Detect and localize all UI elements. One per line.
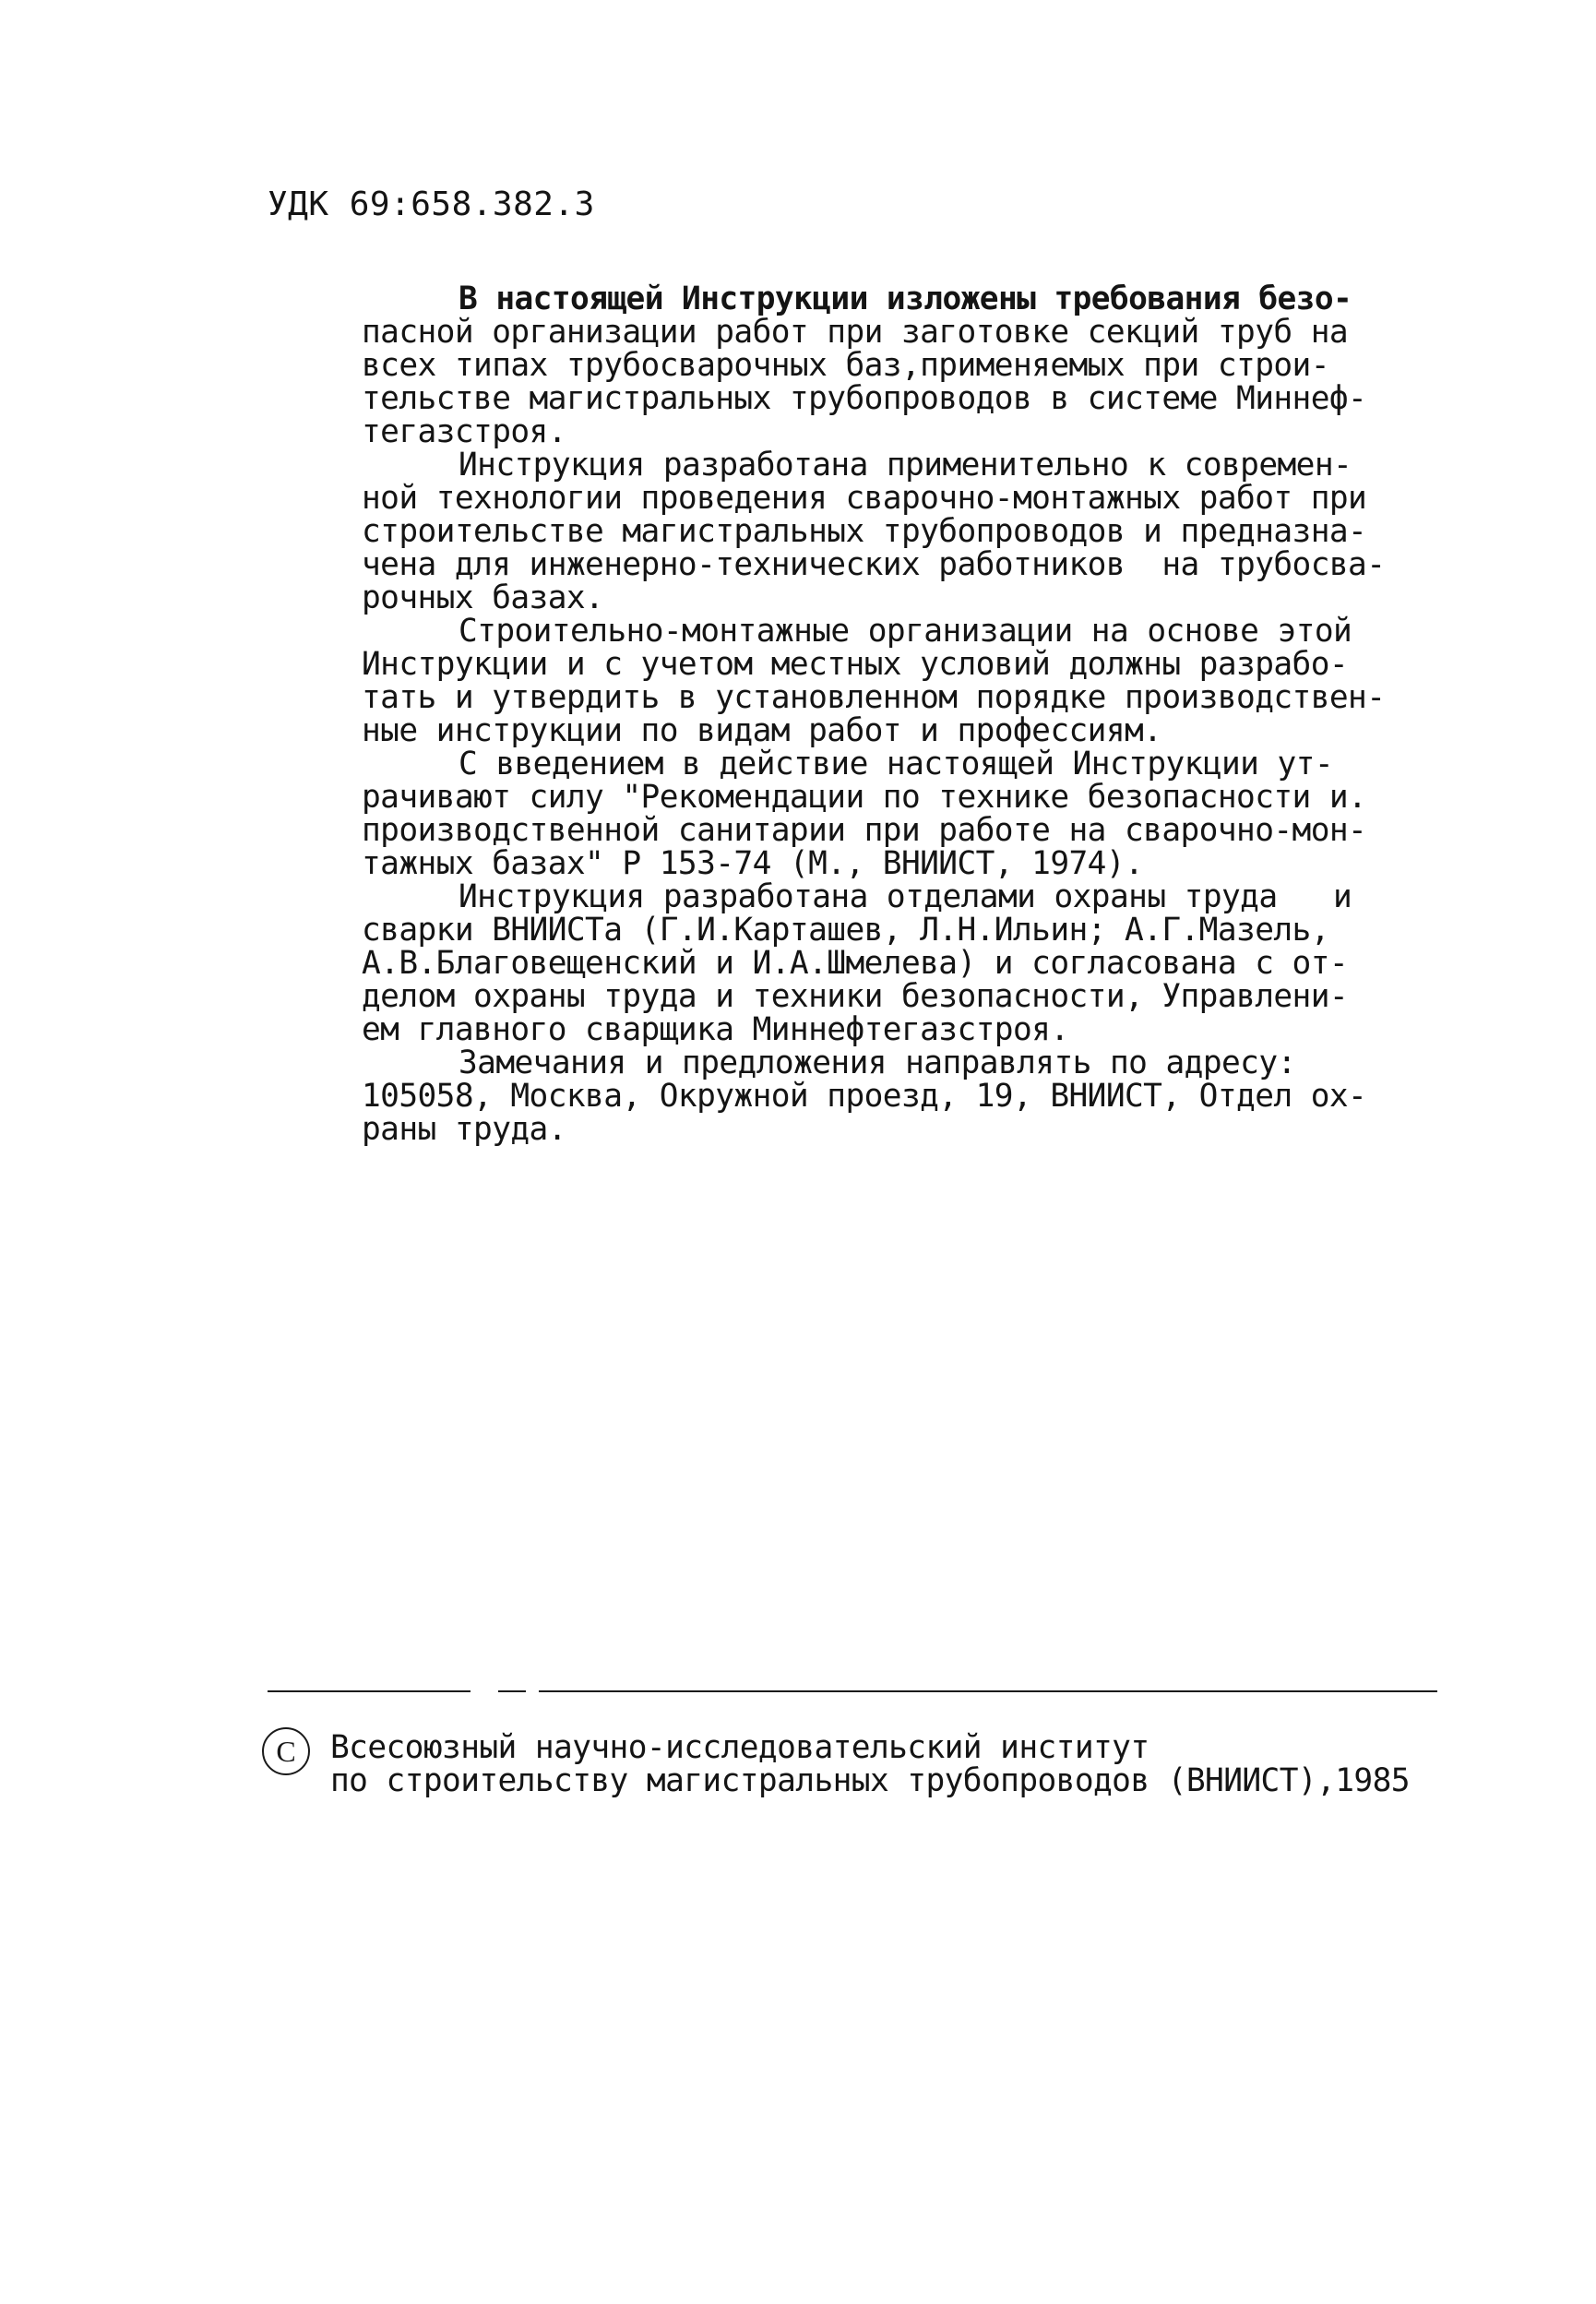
- udc-code: УДК 69:658.382.3: [268, 185, 595, 223]
- copyright-line: Всесоюзный научно-исследовательский институт: [330, 1729, 1149, 1766]
- text-line: тельстве магистральных трубопроводов в системе Миннеф-: [362, 380, 1367, 417]
- text-line: В настоящей Инструкции изложены требования безо-: [459, 281, 1352, 317]
- text-line: всех типах трубосварочных баз,применяемых при строи-: [362, 347, 1329, 384]
- document-body: [362, 282, 1450, 1146]
- footnote-divider: [268, 1690, 1437, 1692]
- text-line: пасной организации работ при заготовке секций труб на: [362, 314, 1349, 351]
- text-line: А.В.Благовещенский и И.А.Шмелева) и согласована с от-: [362, 945, 1349, 982]
- copyright-line: по строительству магистральных трубопроводов (ВНИИСТ),1985: [330, 1762, 1410, 1799]
- text-line: Замечания и предложения направлять по адресу:: [459, 1045, 1296, 1081]
- text-line: строительстве магистральных трубопроводов и предназна-: [362, 513, 1367, 550]
- text-line: рочных базах.: [362, 579, 604, 616]
- text-line: С введением в действие настоящей Инструкции ут-: [459, 746, 1334, 782]
- text-line: Строительно-монтажные организации на основе этой: [459, 613, 1352, 650]
- text-line: тажных базах" Р 153-74 (М., ВНИИСТ, 1974).: [362, 845, 1144, 882]
- text-line: ем главного сварщика Миннефтегазстроя.: [362, 1011, 1069, 1048]
- text-line: сварки ВНИИСТа (Г.И.Карташев, Л.Н.Ильин; А.Г.Мазель,: [362, 912, 1329, 949]
- text-line: чена для инженерно-технических работников на трубосва-: [362, 546, 1386, 583]
- text-line: раны труда.: [362, 1111, 566, 1148]
- text-line: рачивают силу "Рекомендации по технике безопасности и.: [362, 779, 1367, 816]
- copyright-notice: [330, 1731, 1483, 1797]
- text-line: Инструкции и с учетом местных условий должны разрабо-: [362, 646, 1349, 683]
- text-line: тегазстроя.: [362, 413, 566, 450]
- text-line: ные инструкции по видам работ и профессиям.: [362, 712, 1162, 749]
- copyright-icon: C: [262, 1727, 310, 1775]
- text-line: 105058, Москва, Окружной проезд, 19, ВНИИСТ, Отдел ох-: [362, 1078, 1367, 1115]
- text-line: производственной санитарии при работе на сварочно-мон-: [362, 812, 1367, 849]
- text-line: ной технологии проведения сварочно-монтажных работ при: [362, 480, 1367, 517]
- text-line: делом охраны труда и техники безопасности, Управлени-: [362, 978, 1349, 1015]
- text-line: тать и утвердить в установленном порядке производствен-: [362, 679, 1386, 716]
- text-line: Инструкция разработана применительно к современ-: [459, 447, 1352, 483]
- text-line: Инструкция разработана отделами охраны труда и: [459, 878, 1352, 915]
